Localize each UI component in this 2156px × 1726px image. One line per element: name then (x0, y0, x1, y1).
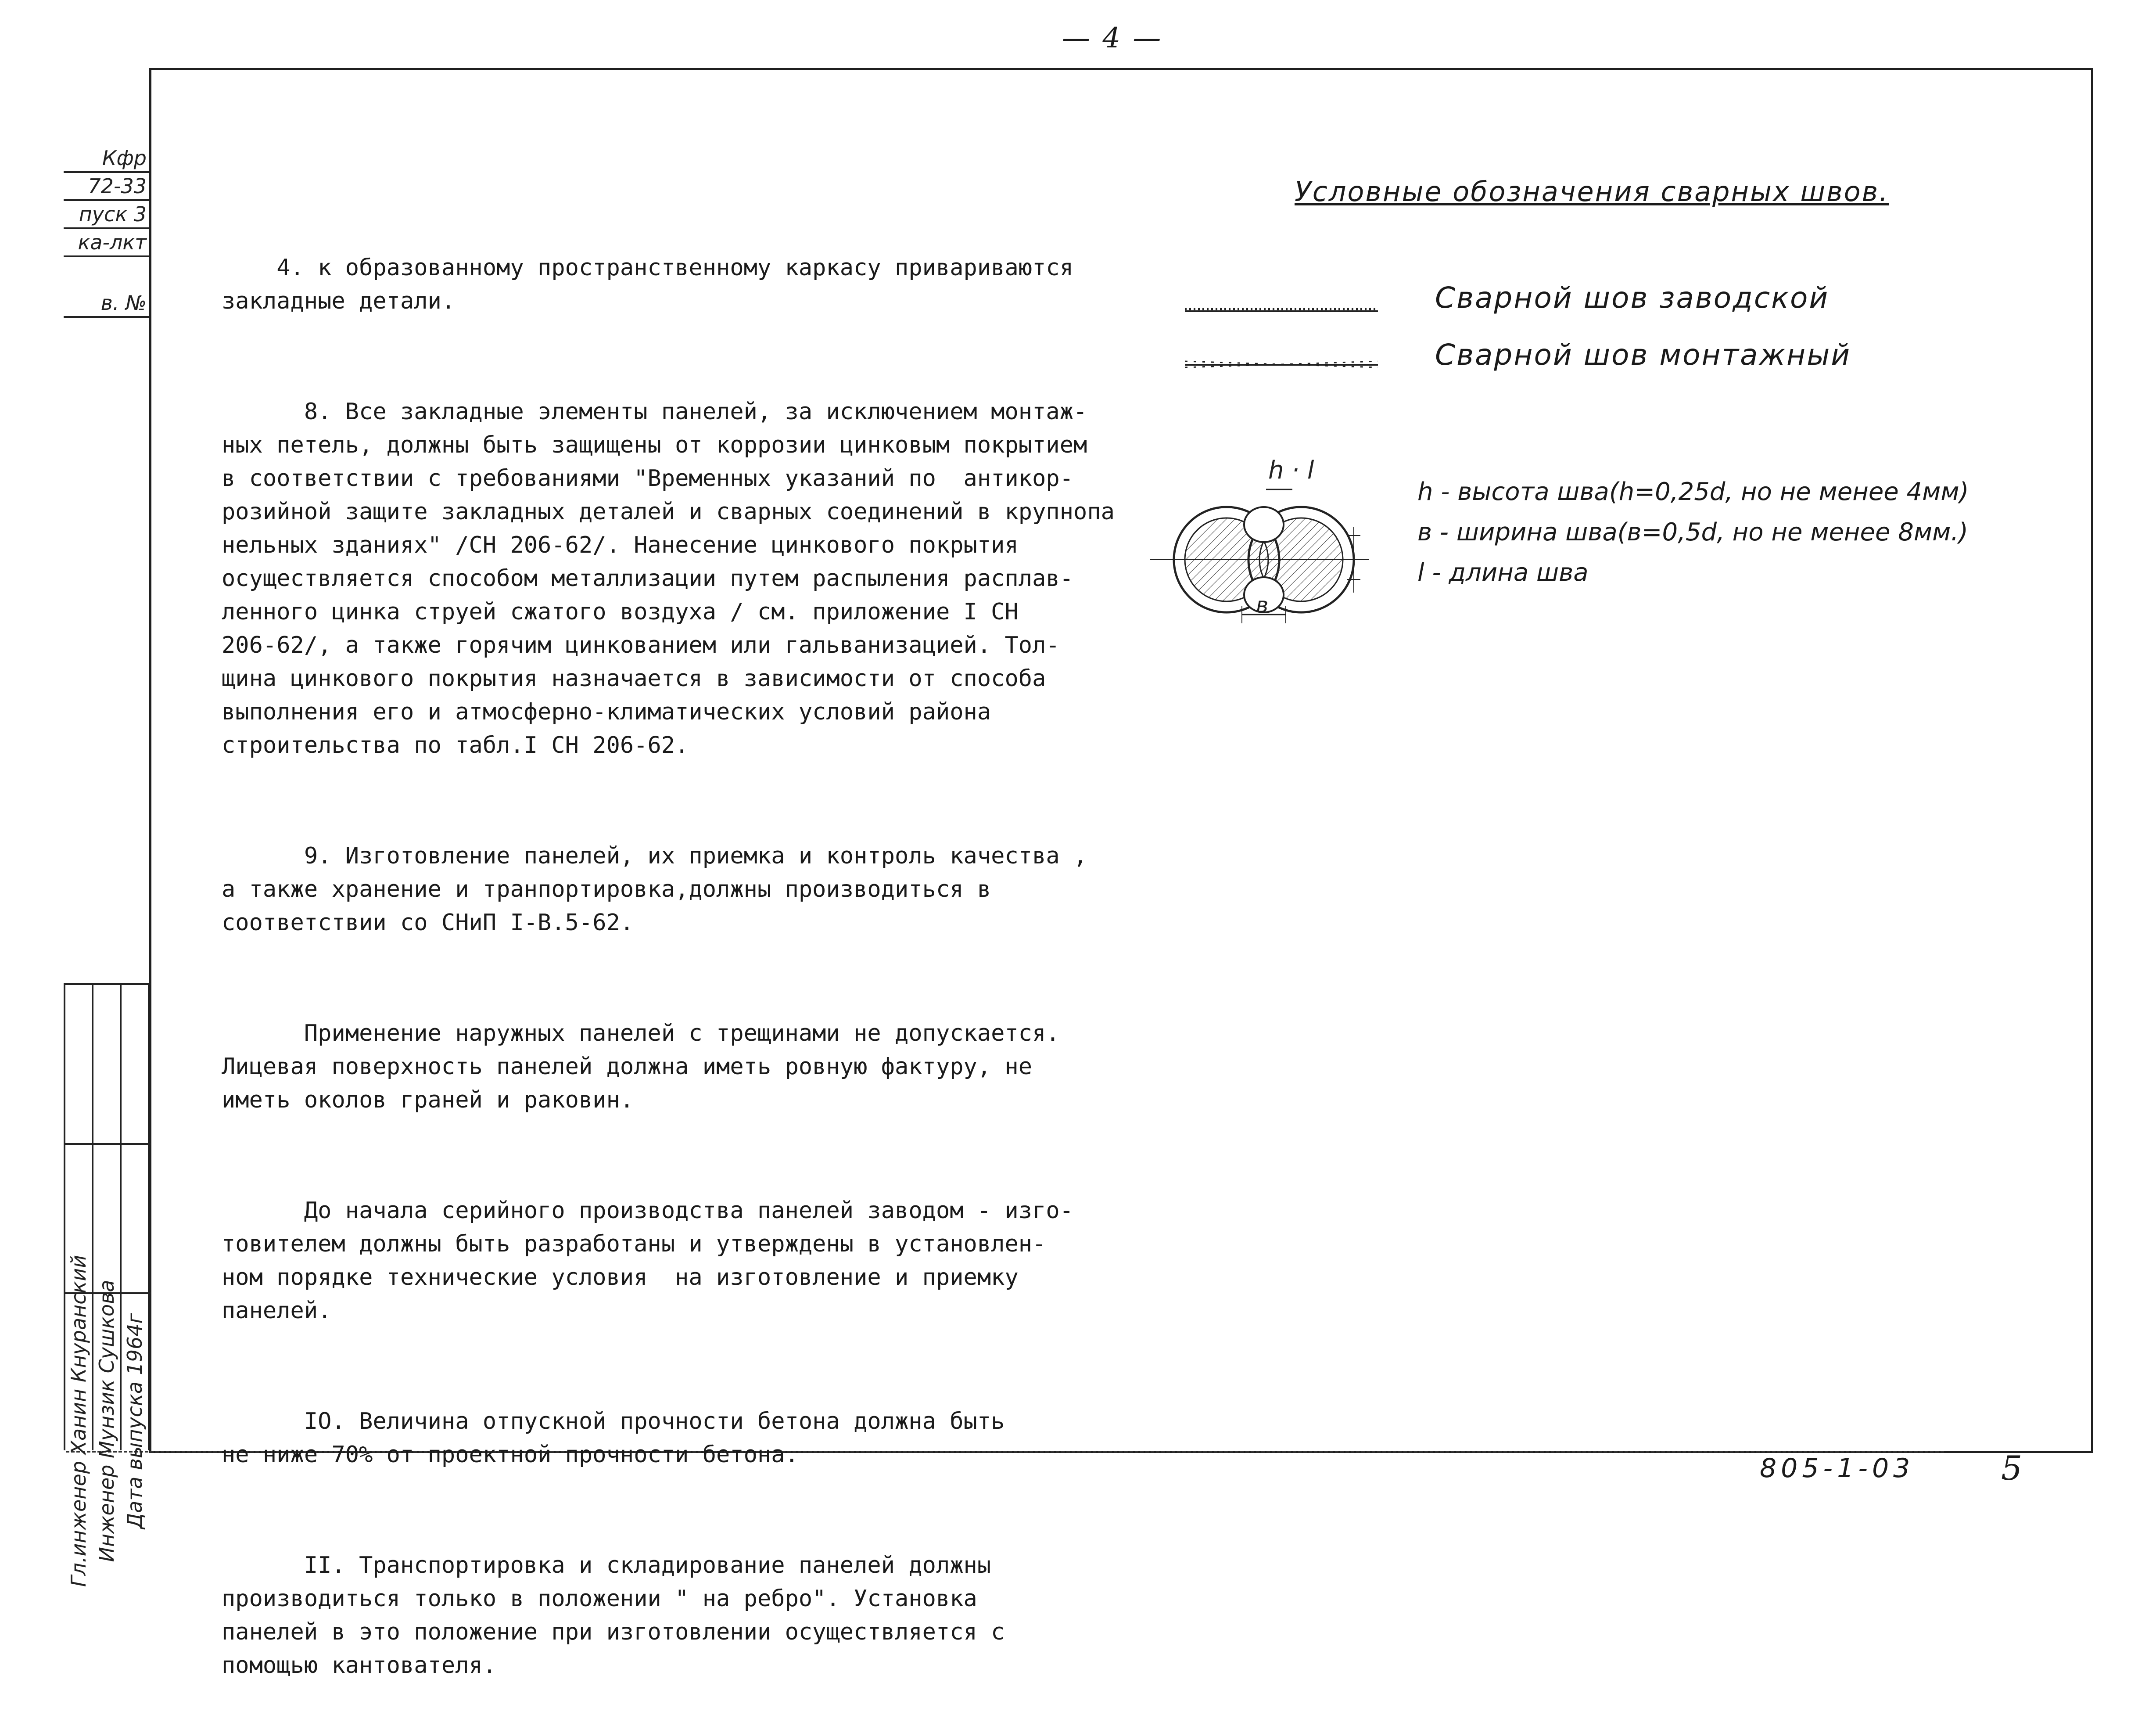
stamp-col-3 (122, 985, 150, 1529)
stamp-row-divider (65, 1292, 151, 1294)
weld-cross-section-diagram (1141, 448, 1387, 632)
paragraph-4: 4. к образованному пространственному каркасу привариваются закладные детали. (222, 255, 1074, 314)
paragraph-tech-conditions: До начала серийного производства панелей заводом - изго- товителем должны быть разработаны и утверждены в установлен- ном порядке технические условия на изготовление и приемку панелей. (222, 1197, 1074, 1324)
stamp-bottom (64, 983, 151, 1587)
factory-weld-label: Сварной шов заводской (1435, 281, 1830, 315)
series-code: 805-1-03 (1760, 1453, 1915, 1484)
paragraph-9: 9. Изготовление панелей, их приемка и контроль качества , а также хранение и транпортировка,должны производиться в соответствии со СНиП I-В.5-62. (222, 843, 1087, 936)
stamp-col-1-text: Гл.инженер Ханин Кнуранский (67, 1255, 90, 1587)
stamp-col-1 (65, 985, 93, 1587)
paragraph-cracks: Применение наружных панелей с трещинами не допускается. Лицевая поверхность панелей должна иметь ровную фактуру, не иметь околов граней и раковин. (222, 1020, 1060, 1113)
specification-text (222, 184, 1143, 1726)
site-weld-label: Сварной шов монтажный (1435, 338, 1851, 372)
page-number: — 4 — (1062, 22, 1163, 54)
weld-description: h - высота шва(h=0,25d, но не менее 4мм) в - ширина шва(в=0,5d, но не менее 8мм.) l - длина шва (1417, 478, 1969, 587)
weld-width-label: в (1256, 593, 1269, 618)
stamp-top (64, 145, 149, 318)
legend-title: Условные обозначения сварных швов. (1295, 176, 1889, 208)
stamp-col-2 (93, 985, 122, 1562)
stamp-col-2-text: Инженер Мунзик Сушкова (95, 1280, 118, 1562)
paragraph-10: IO. Величина отпускной прочности бетона должна быть не ниже 70% от проектной прочности бетона. (222, 1408, 1005, 1468)
weld-dimension-label: h · l (1268, 456, 1314, 485)
stamp-top-gap (64, 257, 149, 290)
site-weld-symbol (1185, 360, 1378, 368)
paragraph-8: 8. Все закладные элементы панелей, за исключением монтаж- ных петель, должны быть защищены от коррозии цинковым покрытием в соответствии с требованиями "Временных указаний по антикор- розийной защите закладных деталей и сварных соединений в крупнопа нельных зданиях" /СН 206-62/. Нанесение цинкового покрытия осуществляется способом металлизации путем распыления расплав- ленного цинка струей сжатого воздуха / см. приложение I СН 206-62/, а также горячим цинкованием или гальванизацией. Тол- щина цинкового покрытия назначается в зависимости от способа выполнения его и атмосферно-климатических условий района строительства по табл.I СН 206-62. (222, 399, 1115, 759)
paragraph-11: II. Транспортировка и складирование панелей должны производиться только в положении " на ребро". Установка панелей в это положение при изготовлении осуществляется с помощью кантователя. (222, 1552, 1005, 1679)
stamp-row-divider (65, 1143, 151, 1145)
factory-weld-symbol (1185, 305, 1378, 313)
stamp-col-3-text: Дата выпуска 1964г (123, 1313, 147, 1529)
stamp-top-cell: пуск 3 (64, 201, 149, 229)
stamp-top-cell: Кфр (64, 145, 149, 173)
stamp-top-cell: ка-лкт (64, 229, 149, 257)
stamp-top-cell: 72-33 (64, 173, 149, 201)
sheet-number: 5 (2001, 1449, 2023, 1488)
stamp-top-cell: в. № (64, 290, 149, 318)
